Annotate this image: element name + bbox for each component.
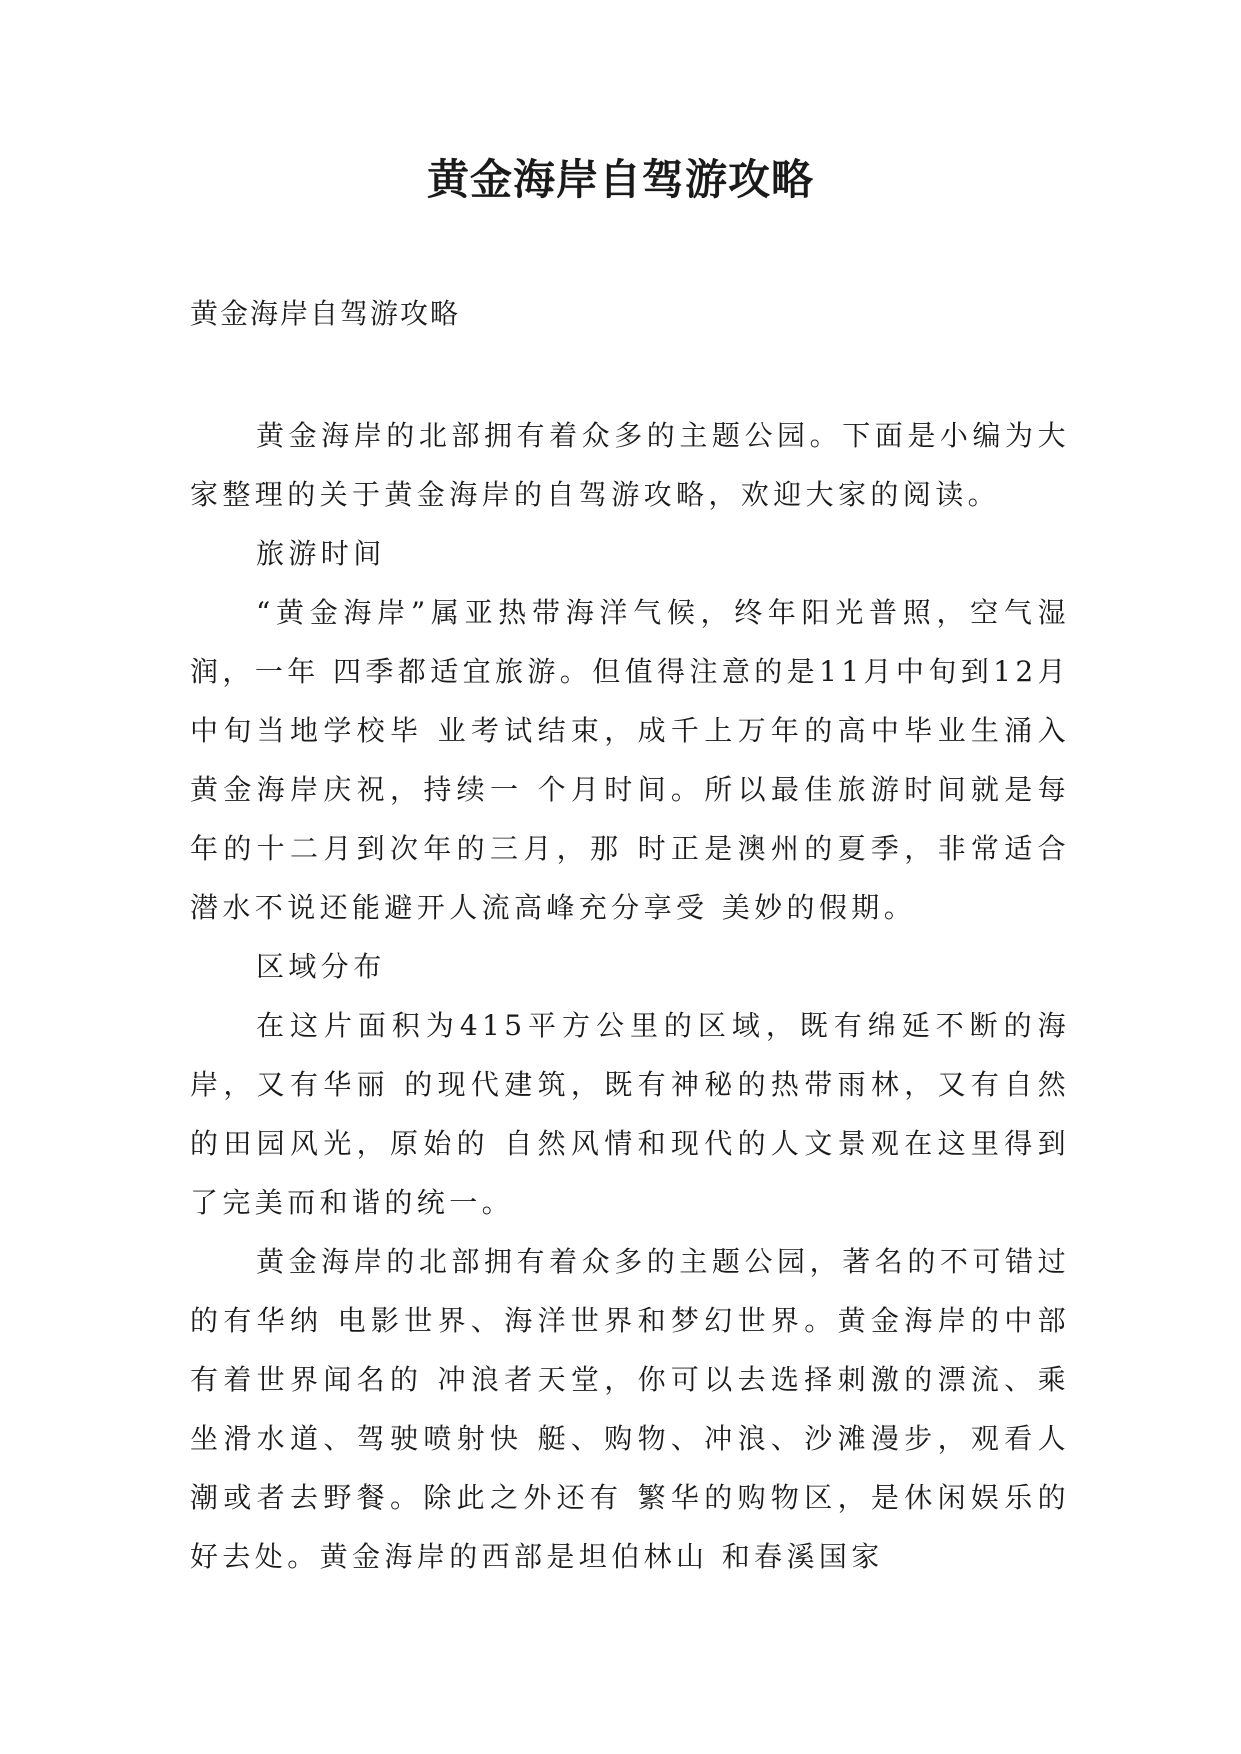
document-body: [190, 406, 1070, 1586]
document-subtitle: 黄金海岸自驾游攻略: [190, 297, 461, 330]
section-heading-travel-time: 旅游时间: [256, 537, 386, 570]
page-title: 黄金海岸自驾游攻略: [426, 155, 814, 204]
paragraph-travel-time: “黄金海岸”属亚热带海洋气候，终年阳光普照，空气湿润，一年 四季都适宜旅游。但值得注意的是11月中旬到12月中旬当地学校毕 业考试结束，成千上万年的高中毕业生涌入黄金海岸庆祝，持续一 个月时间。所以最佳旅游时间就是每年的十二月到次年的三月，那 时正是澳州的夏季，非常适合潜水不说还能避开人流高峰充分享受 美妙的假期。: [190, 596, 1070, 924]
section-heading-regions: 区域分布: [256, 950, 386, 983]
paragraph-regions: 在这片面积为415平方公里的区域，既有绵延不断的海岸，又有华丽 的现代建筑，既有神秘的热带雨林，又有自然的田园风光，原始的 自然风情和现代的人文景观在这里得到了完美而和谐的统一。: [190, 1009, 1070, 1219]
paragraph-intro: 黄金海岸的北部拥有着众多的主题公园。下面是小编为大家整理的关于黄金海岸的自驾游攻略，欢迎大家的阅读。: [190, 419, 1070, 511]
paragraph-north-parks: 黄金海岸的北部拥有着众多的主题公园，著名的不可错过的有华纳 电影世界、海洋世界和梦幻世界。黄金海岸的中部有着世界闻名的 冲浪者天堂，你可以去选择刺激的漂流、乘坐滑水道、驾驶喷射快 艇、购物、冲浪、沙滩漫步，观看人潮或者去野餐。除此之外还有 繁华的购物区，是休闲娱乐的好去处。黄金海岸的西部是坦伯林山 和春溪国家: [190, 1245, 1070, 1573]
